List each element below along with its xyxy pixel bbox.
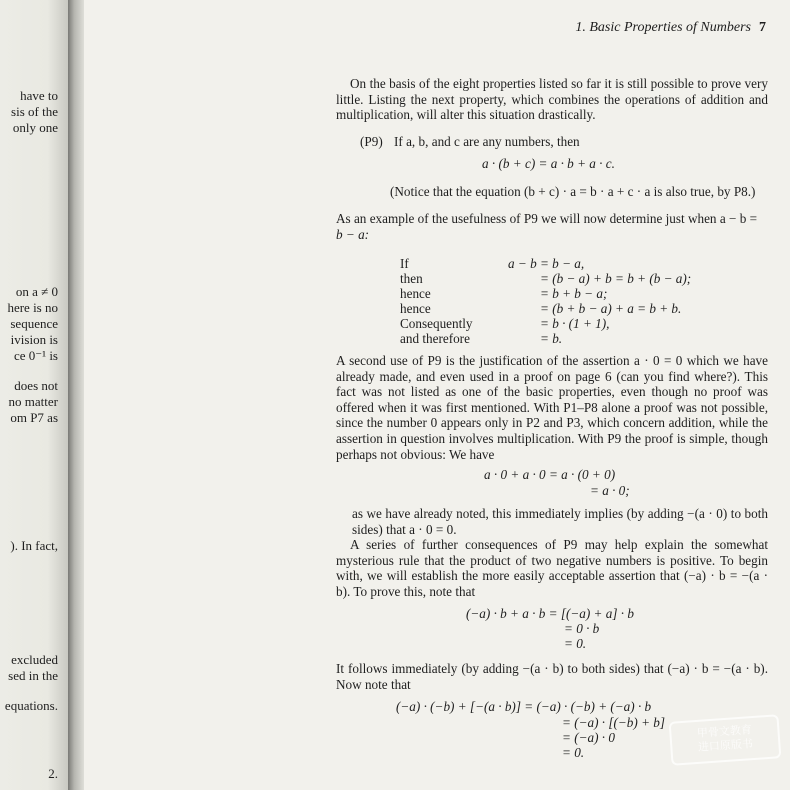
- left-page-fragment: sequence: [10, 316, 58, 331]
- left-page-fragment: ce 0⁻¹ is: [14, 348, 58, 363]
- eq-neg-line1: (−a) · b + a · b = [(−a) + a] · b: [466, 606, 634, 621]
- paragraph-follows: It follows immediately (by adding −(a · b) to both sides) that (−a) · b = −(a · b). Now note that: [336, 661, 768, 692]
- page-number: 7: [759, 20, 766, 35]
- left-page-fragment: on a ≠ 0: [15, 284, 58, 299]
- p9-notice: (Notice that the equation (b + c) · a = b · a + c · a is also true, by P8.): [390, 184, 756, 199]
- left-page: [0, 0, 68, 790]
- paragraph-implies: as we have already noted, this immediately implies (by adding −(a · 0) to both sides) that a · 0 = 0.: [352, 506, 768, 537]
- left-page-fragment: 2.: [48, 766, 58, 781]
- watermark-line1: 甲骨文教育: [696, 723, 753, 740]
- left-page-fragment: here is no: [7, 300, 58, 315]
- left-page-fragment: excluded: [11, 652, 58, 667]
- watermark-line2: 进口原版书: [697, 737, 754, 754]
- publisher-watermark: [669, 714, 782, 766]
- left-page-fragment: sis of the: [11, 104, 58, 119]
- left-page-fragment: om P7 as: [10, 410, 58, 425]
- left-page-fragment: only one: [12, 120, 58, 135]
- derivation-rhs: a − b = b − a,: [508, 256, 585, 271]
- eq-final-line4: = 0.: [562, 745, 585, 760]
- left-page-fragment: no matter: [8, 394, 58, 409]
- left-page-fragment: does not: [14, 378, 58, 393]
- p9-equation: a · (b + c) = a · b + a · c.: [482, 156, 615, 171]
- paragraph-negatives: A series of further consequences of P9 may help explain the somewhat mysterious rule that the product of two negative numbers is positive. To begin with, we will establish the more easily acceptable assertion that (−a) · b = −(a · b). To prove this, note that: [336, 537, 768, 599]
- eq-a0-line2: = a · 0;: [590, 483, 630, 498]
- header-title: 1. Basic Properties of Numbers: [575, 20, 751, 35]
- derivation-step-word: and therefore: [400, 331, 470, 346]
- eq-final-line3: = (−a) · 0: [562, 730, 615, 745]
- left-page-fragment: equations.: [4, 698, 58, 713]
- derivation-rhs: = b · (1 + 1),: [540, 316, 610, 331]
- derivation-step-word: hence: [400, 301, 431, 316]
- left-page-fragment: sed in the: [8, 668, 58, 683]
- eq-neg-line2: = 0 · b: [564, 621, 600, 636]
- eq-final-line2: = (−a) · [(−b) + b]: [562, 715, 665, 730]
- page-gutter: [68, 0, 84, 790]
- eq-neg-line3: = 0.: [564, 636, 587, 651]
- derivation-step-word: Consequently: [400, 316, 473, 331]
- derivation-rhs: = (b + b − a) + a = b + b.: [540, 301, 682, 316]
- left-page-fragment: have to: [20, 88, 58, 103]
- paragraph-example-line2: b − a:: [336, 227, 370, 242]
- derivation-rhs: = (b − a) + b = b + (b − a);: [540, 271, 692, 286]
- paragraph-example-line1: As an example of the usefulness of P9 we will now determine just when a − b =: [336, 211, 758, 226]
- paragraph-intro: On the basis of the eight properties listed so far it is still possible to prove very little. Listing the next property, which combines the operations of addition and multiplication, will alter this situation drastically.: [336, 76, 768, 123]
- derivation-rhs: = b + b − a;: [540, 286, 608, 301]
- eq-a0-line1: a · 0 + a · 0 = a · (0 + 0): [484, 467, 616, 482]
- derivation-rhs: = b.: [540, 331, 563, 346]
- right-page: [84, 0, 790, 790]
- derivation-step-word: then: [400, 271, 423, 286]
- p9-statement: If a, b, and c are any numbers, then: [394, 134, 580, 149]
- running-header: [575, 20, 766, 36]
- eq-final-line1: (−a) · (−b) + [−(a · b)] = (−a) · (−b) + (−a) · b: [396, 699, 652, 714]
- left-page-fragment: ivision is: [10, 332, 58, 347]
- paragraph-a-times-zero: A second use of P9 is the justification of the assertion a · 0 = 0 which we have already made, and even used in a proof on page 6 (can you find where?). This fact was not listed as one of the basic properties, even though no proof was offered when it was first mentioned. With P1–P8 alone a proof was not possible, since the number 0 appears only in P2 and P3, which concern addition, while the assertion in question involves multiplication. With P9 the proof is simple, though perhaps not obvious: We have: [336, 353, 768, 462]
- derivation-step-word: hence: [400, 286, 431, 301]
- left-page-fragment: ). In fact,: [10, 538, 58, 553]
- derivation-step-word: If: [400, 256, 409, 271]
- p9-label: (P9): [360, 134, 383, 149]
